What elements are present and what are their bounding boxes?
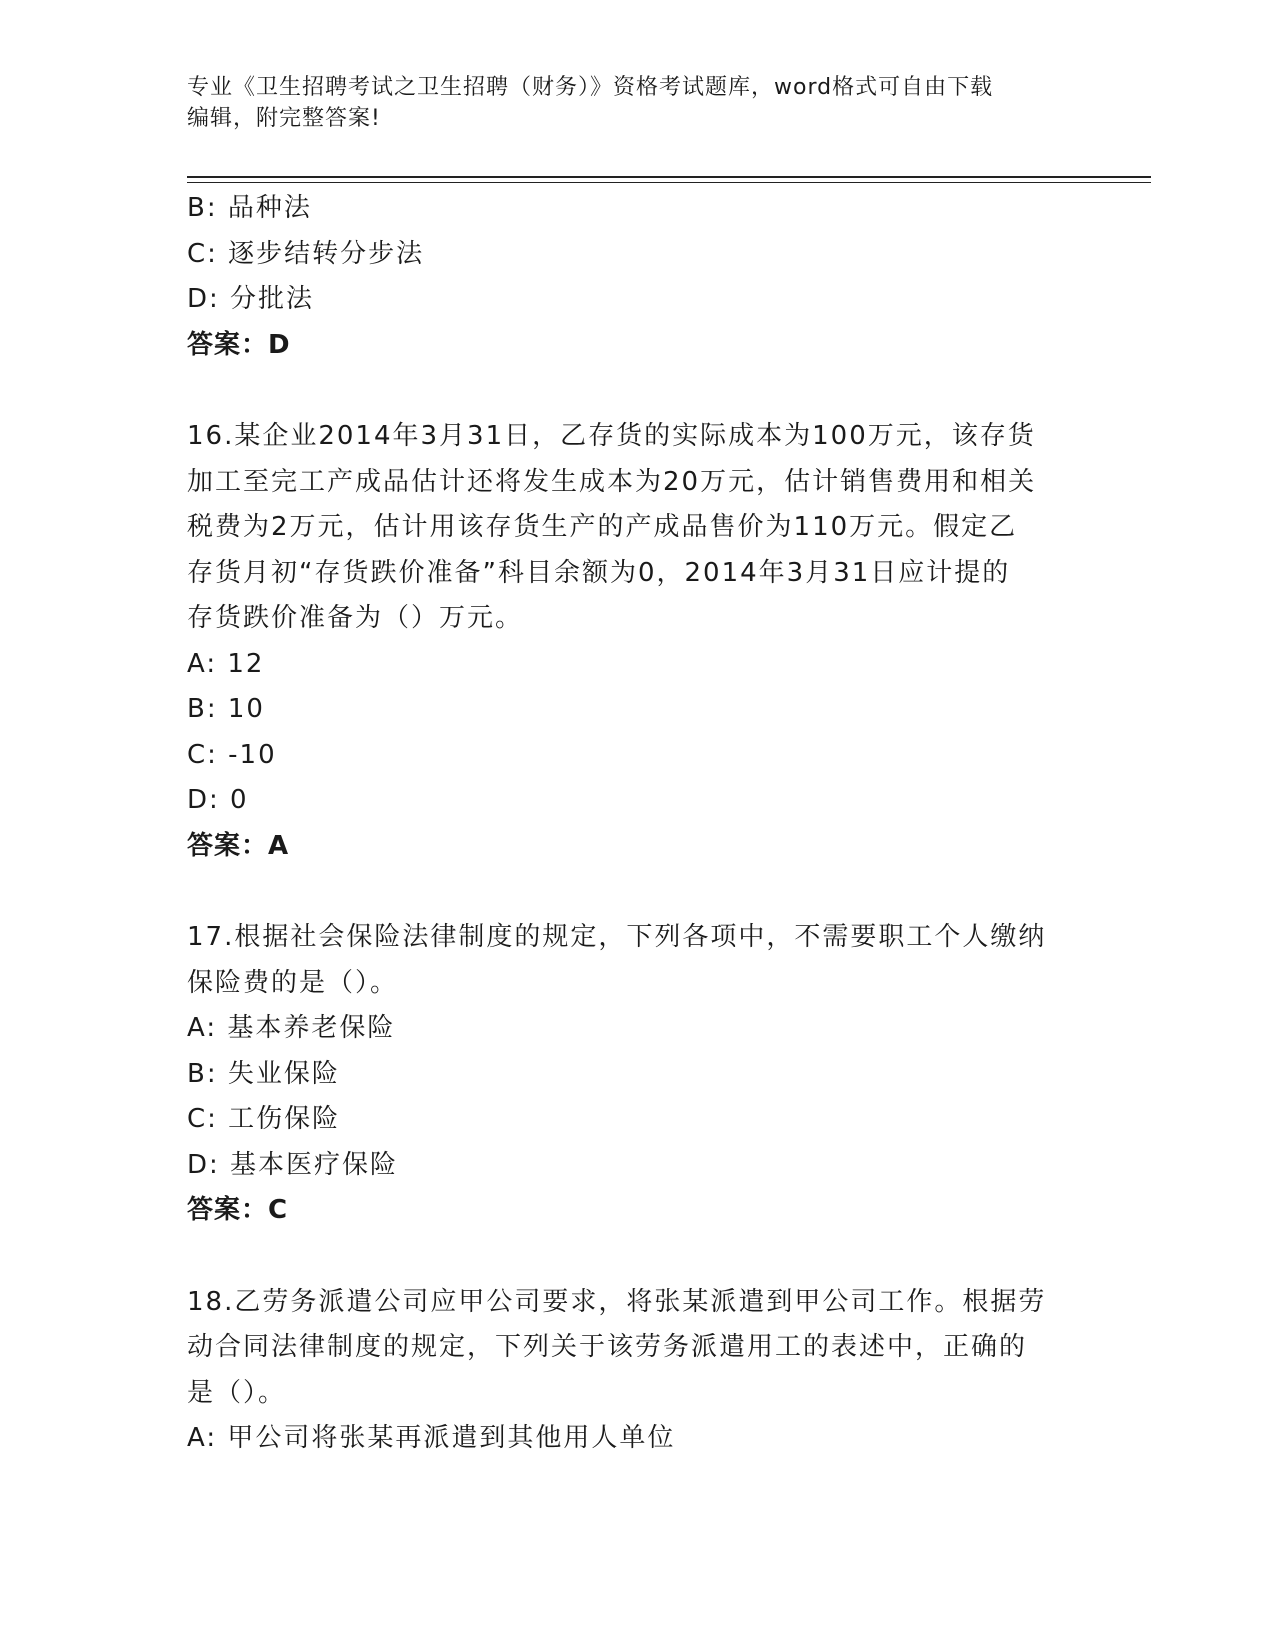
header-line-1: 专业《卫生招聘考试之卫生招聘（财务）》资格考试题库，word格式可自由下载: [187, 75, 994, 100]
option-d: D: 0: [187, 785, 249, 815]
option-a: A: 甲公司将张某再派遣到其他用人单位: [187, 1423, 676, 1453]
spacer: [187, 869, 1087, 915]
question-stem-line: 17.根据社会保险法律制度的规定，下列各项中，不需要职工个人缴纳: [187, 922, 1047, 952]
question-15: [187, 186, 1087, 368]
option-d: D: 分批法: [187, 284, 315, 314]
answer: 答案：D: [187, 329, 291, 360]
question-stem-line: 16.某企业2014年3月31日，乙存货的实际成本为100万元，该存货: [187, 421, 1036, 451]
spacer: [187, 368, 1087, 414]
option-d: D: 基本医疗保险: [187, 1149, 399, 1180]
question-stem-line: 18.乙劳务派遣公司应甲公司要求，将张某派遣到甲公司工作。根据劳: [187, 1286, 1047, 1317]
question-17: [187, 915, 1087, 1234]
option-b: B: 品种法: [187, 193, 312, 223]
question-stem-line: 存货跌价准备为（）万元。: [187, 603, 524, 633]
header-rule-thin: [187, 182, 1151, 183]
question-stem-line: 加工至完工产成品估计还将发生成本为20万元，估计销售费用和相关: [187, 466, 1037, 497]
option-a: A: 基本养老保险: [187, 1013, 396, 1043]
spacer: [187, 1234, 1087, 1280]
answer: 答案：C: [187, 1195, 289, 1225]
question-list: [187, 186, 1087, 1462]
question-stem-line: 保险费的是（）。: [187, 967, 399, 998]
header-line-2: 编辑，附完整答案!: [187, 106, 381, 131]
option-a: A: 12: [187, 648, 265, 679]
option-c: C: -10: [187, 739, 277, 770]
option-c: C: 逐步结转分步法: [187, 238, 425, 269]
header-rule-thick: [187, 176, 1151, 178]
question-stem-line: 存货月初“存货跌价准备”科目余额为0，2014年3月31日应计提的: [187, 557, 1011, 588]
question-18: [187, 1280, 1087, 1462]
option-b: B: 10: [187, 694, 265, 724]
question-stem-line: 税费为2万元，估计用该存货生产的产成品售价为110万元。假定乙: [187, 512, 1018, 542]
answer: 答案：A: [187, 830, 290, 861]
option-b: B: 失业保险: [187, 1058, 340, 1089]
question-stem-line: 动合同法律制度的规定，下列关于该劳务派遣用工的表述中，正确的: [187, 1332, 1028, 1362]
document-header: [187, 72, 1087, 134]
question-16: [187, 414, 1087, 869]
option-c: C: 工伤保险: [187, 1104, 341, 1134]
question-stem-line: 是（）。: [187, 1377, 287, 1408]
